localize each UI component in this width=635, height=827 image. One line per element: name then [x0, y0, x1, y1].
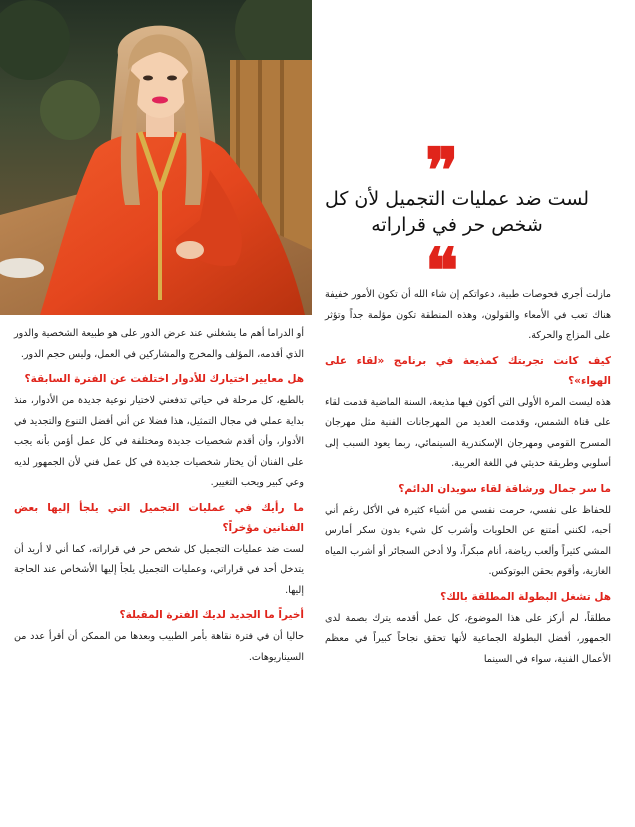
quote-close-icon: ❝ [425, 234, 459, 307]
right-column [325, 285, 611, 674]
portrait-photo [0, 0, 312, 315]
left-column [14, 324, 304, 672]
pull-quote [312, 134, 635, 307]
answer-paragraph: أو الدراما أهم ما يشغلني عند عرض الدور على هو طبيعة الشخصية والدور الذي أقدمه، المؤلف والمخرج والمشاركين في العمل، وليس حجم الدور. [14, 328, 304, 360]
quote-open-icon: ❞ [425, 134, 459, 207]
question-heading: ما رأيك في عمليات التجميل التي يلجأ إليها بعض الفنانين مؤخراً؟ [14, 501, 304, 534]
pull-quote-text: لست ضد عمليات التجميل لأن كل شخص حر في قراراته [324, 188, 590, 236]
answer-paragraph: حاليا أن في فترة نقاهة بأمر الطبيب وبعدها من الممكن أن أقرأ عدد من السيناريوهات. [14, 631, 304, 663]
answer-paragraph: للحفاظ على نفسي، حرمت نفسي من أشياء كثيرة في الأكل رغم أني أحبه، لكنني أمتنع عن الحلويات وأشرب كل شيء بدون سكر أمارس المشي كثيراً وألعب رياضة، أنام مبكراً، ولا أدخن السجائر أو أشرب المياه الغازية، وأقوم بحقن البوتوكس. [325, 504, 611, 577]
portrait-illustration [0, 0, 312, 315]
question-heading: هل تشغل البطولة المطلقة بالك؟ [440, 590, 611, 603]
answer-paragraph: بالطبع، كل مرحلة في حياتي تدفعني لاختيار نوعية جديدة من الأدوار، منذ بداية عملي في مجال التمثيل، هذا فضلا عن أني أفضل التنوع والتجديد في الأدوار، وأن أقدم شخصيات جديدة ومختلفة في كل عمل أؤمن بأنه يجب على الفنان أن يختار شخصيات جديدة في كل عمل فني لأن الجمهور لديه وعي كبير ويحب التغيير. [14, 395, 304, 488]
question-heading: ما سر جمال ورشاقة لقاء سويدان الدائم؟ [398, 482, 611, 495]
intro-paragraph: مازلت أجري فحوصات طبية، دعواتكم إن شاء الله أن تكون الأمور خفيفة هناك تعب في الأمعاء والقولون، وهذه المنطقة تكون مؤلمة جداً وتؤثر على المزاج والحركة. [325, 289, 611, 341]
answer-paragraph: لست ضد عمليات التجميل كل شخص حر في قراراته، كما أني لا أريد أن يتدخل أحد في قراراتي، وعمليات التجميل يلجأ إليها الأشخاص عند الحاجة إليها. [14, 543, 304, 596]
answer-paragraph: هذه ليست المرة الأولى التي أكون فيها مذيعة، السنة الماضية قدمت لقاء على قناة الشمس، وقدمت العديد من المهرجانات الفنية مثل مهرجان المسرح القومي ومهرجان الإسكندرية السينمائي، ربما يعود السبب إلى أسلوبي وطريقة حديثي في اللغة العربية. [325, 396, 611, 469]
question-heading: هل معايير اختيارك للأدوار اختلفت عن الفترة السابقة؟ [24, 373, 304, 385]
question-heading: كيف كانت تجربتك كمذيعة في برنامج «لقاء على الهواء»؟ [325, 354, 611, 387]
answer-paragraph: مطلقاً، لم أركز على هذا الموضوع، كل عمل أقدمه يترك بصمة لدى الجمهور، أفضل البطولة الجماعية لأنها تحقق نجاحاً كبيراً في معظم الأعمال الفنية، سواء في السينما [325, 612, 611, 665]
question-heading: أخيراً ما الجديد لديك الفترة المقبلة؟ [119, 609, 304, 621]
